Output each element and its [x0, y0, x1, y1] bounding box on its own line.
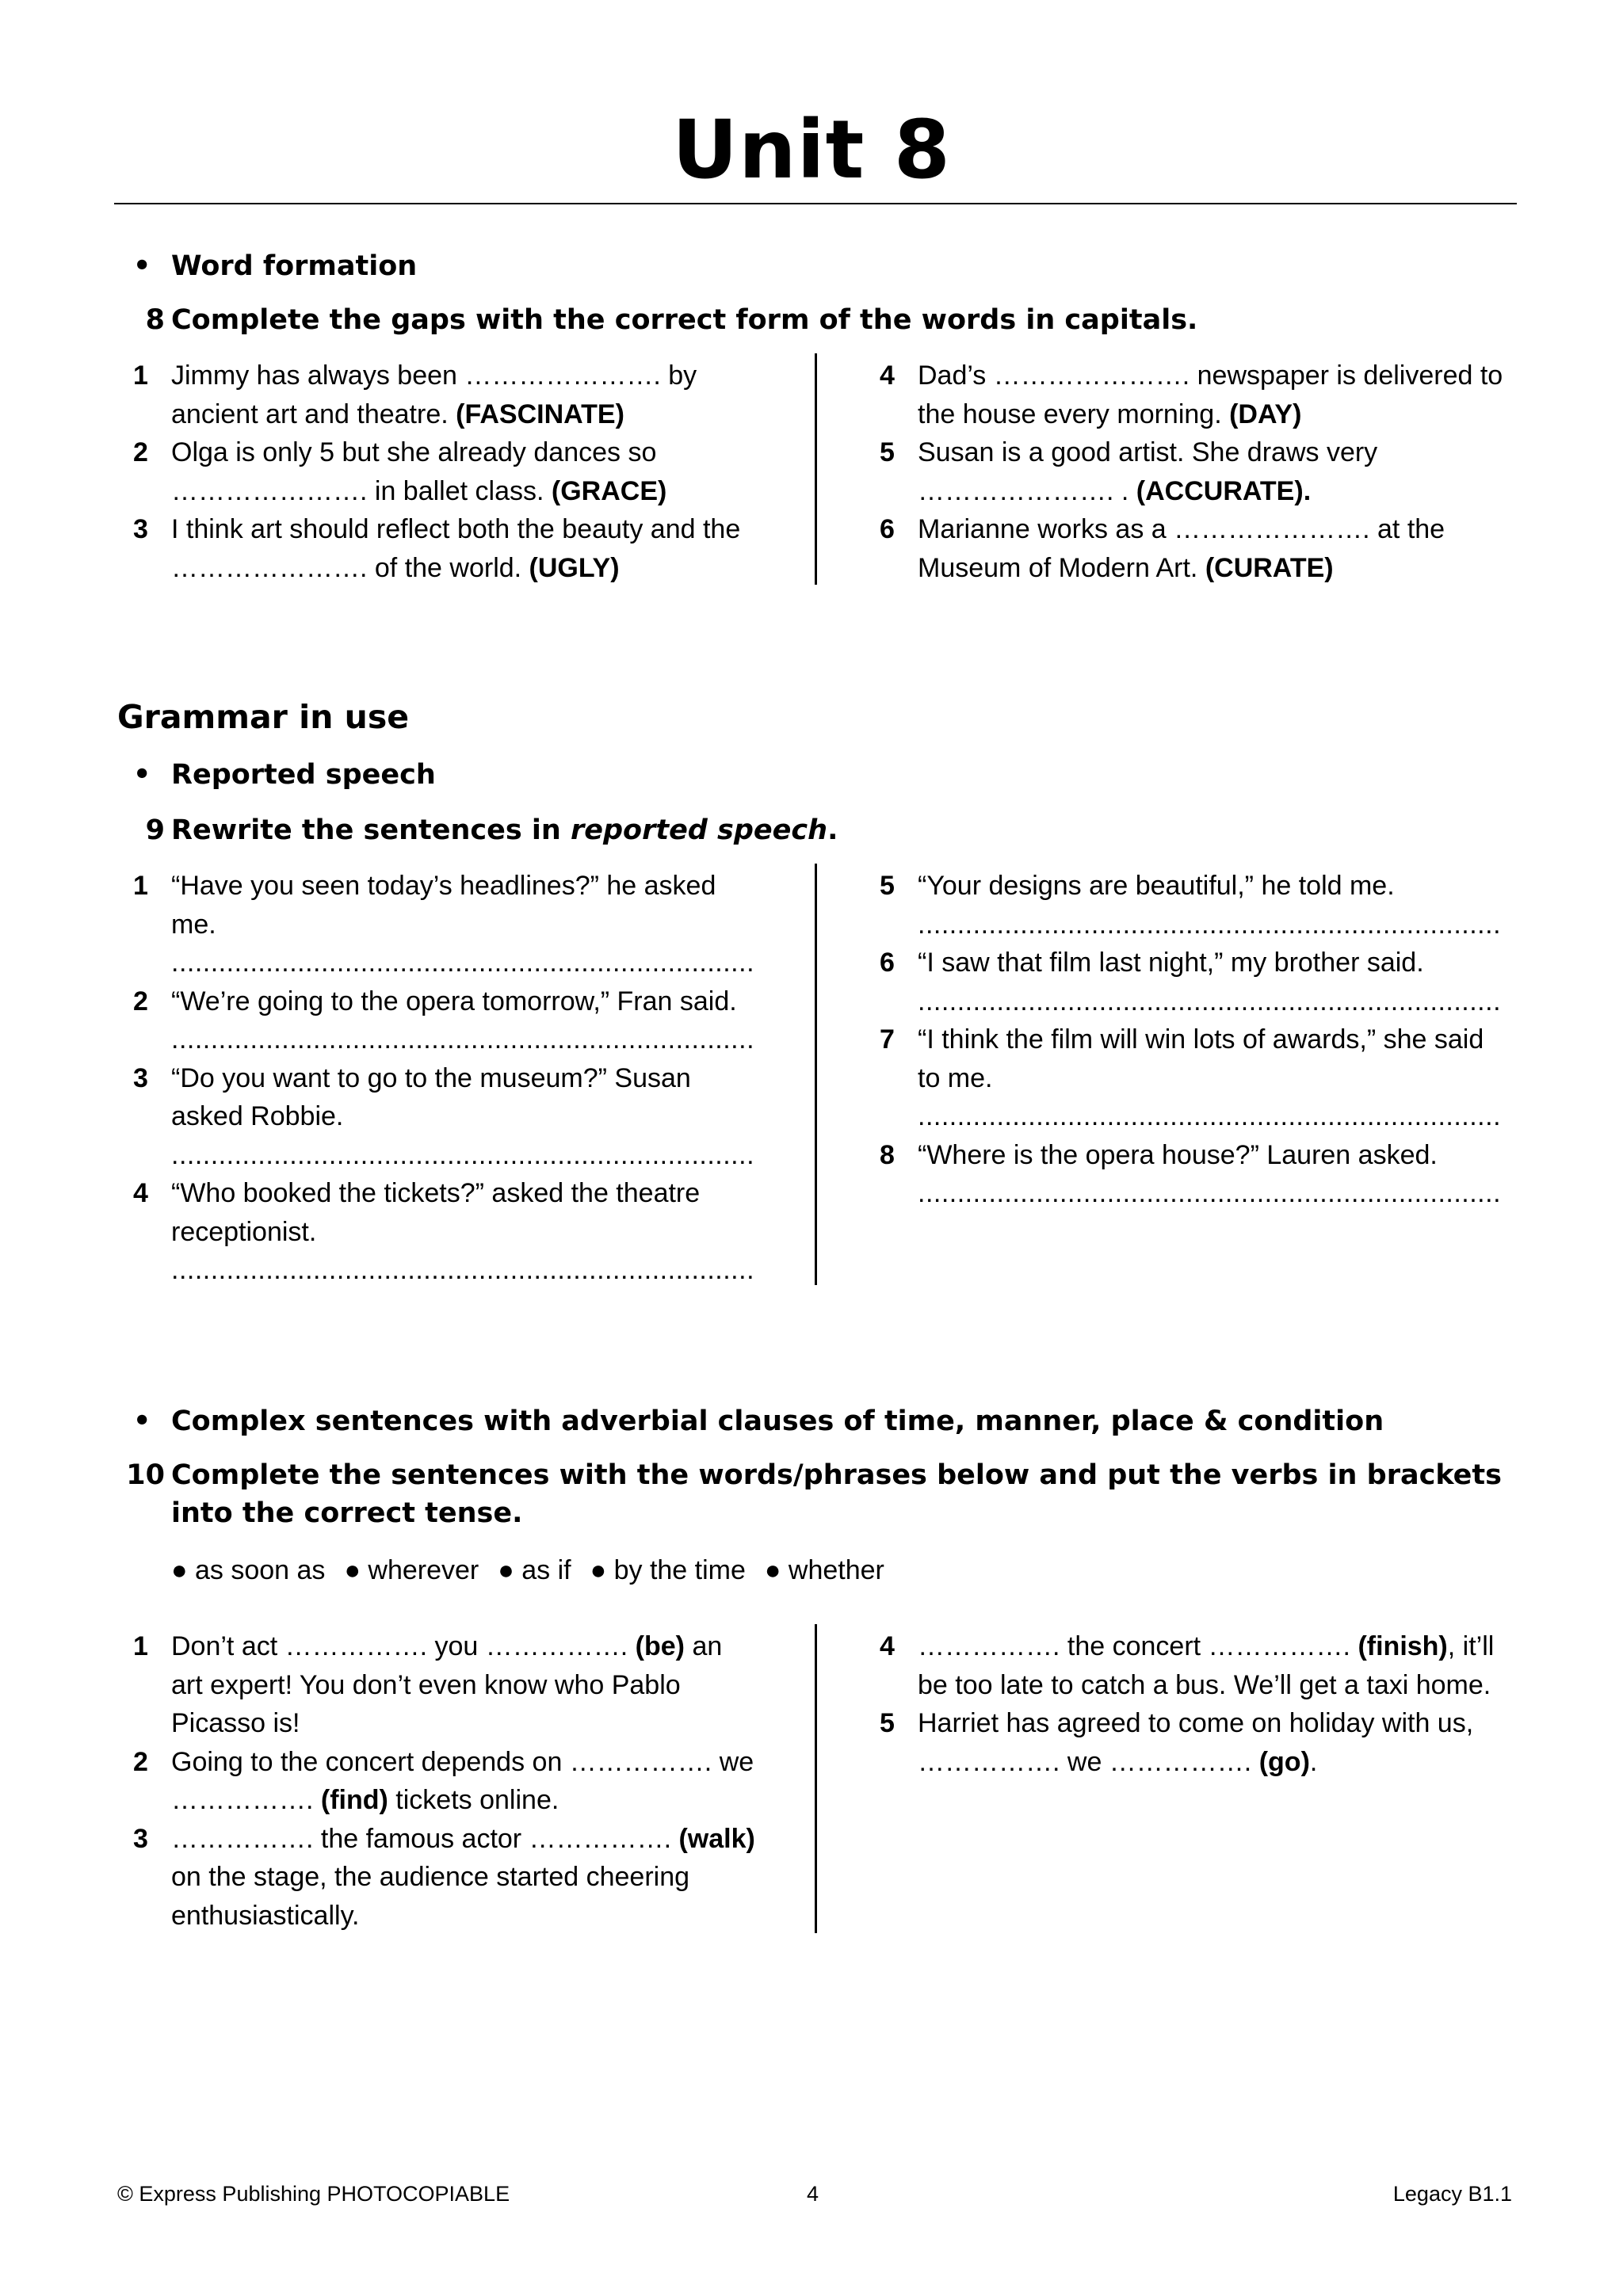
sec8-bullet-text: Word formation [171, 250, 418, 282]
item-text [171, 514, 748, 583]
column-divider [815, 864, 817, 1285]
item-number: 2 [133, 986, 148, 1016]
item-text [171, 871, 724, 940]
exercise-number: 10 [126, 1459, 165, 1491]
instruction-part: Rewrite the sentences in [171, 814, 571, 846]
word-option: as if [521, 1555, 571, 1585]
item-number: 5 [880, 437, 895, 467]
capital-word: (DAY) [1229, 399, 1302, 429]
word-option: wherever [368, 1555, 479, 1585]
verb-prompt: (find) [320, 1785, 388, 1815]
item-number: 1 [133, 360, 148, 391]
item-number: 4 [880, 360, 895, 391]
item-text [171, 1063, 698, 1132]
capital-word: (CURATE) [1205, 552, 1334, 583]
item-sentence: “I think the film will win lots of awards,” she said to me. [918, 1024, 1491, 1093]
item-number: 6 [880, 948, 895, 978]
sec8-left-column [133, 357, 759, 587]
footer-page-number: 4 [807, 2182, 819, 2206]
item-text [171, 437, 666, 506]
sec9-left-column [133, 867, 759, 1290]
footer-book-title: Legacy B1.1 [1392, 2182, 1512, 2206]
exercise-item [133, 1627, 759, 1743]
word-bullet: ● [171, 1555, 195, 1585]
exercise-item [133, 867, 759, 982]
sec10-bullet [133, 1404, 1384, 1439]
column-divider [815, 353, 817, 585]
item-number: 3 [133, 1823, 148, 1854]
exercise-number: 8 [145, 304, 165, 336]
page-title: Unit 8 [672, 103, 951, 197]
item-number: 1 [133, 1631, 148, 1661]
item-sentence: “I saw that film last night,” my brother said. [918, 948, 1424, 978]
exercise-item [133, 357, 759, 433]
capital-word: (UGLY) [529, 552, 620, 583]
exercise-item [880, 510, 1514, 587]
item-number: 8 [880, 1139, 895, 1170]
exercise-item [133, 982, 759, 1059]
item-text-part: , it’ll be too late to catch a bus. We’ll get a taxi home. [918, 1631, 1502, 1700]
sec8-bullet [133, 249, 417, 284]
instruction-text: Complete the gaps with the correct form of the words in capitals. [171, 304, 1198, 336]
exercise-item [133, 433, 759, 510]
exercise-number: 9 [145, 814, 165, 846]
exercise-item [133, 1059, 759, 1175]
item-text [918, 1140, 1438, 1170]
column-divider [815, 1624, 817, 1933]
item-text [918, 948, 1424, 978]
item-text-part: Marianne works as a …………………. at the Museum of Modern Art. [918, 514, 1453, 583]
item-text-part: on the stage, the audience started cheering enthusiastically. [171, 1823, 763, 1931]
sec8-instruction [117, 301, 1512, 339]
item-text [171, 1631, 730, 1738]
item-text-part: ……………. the famous actor ……………. [171, 1823, 679, 1854]
item-text-part: Going to the concert depends on ……………. we ……………. [171, 1746, 762, 1815]
item-sentence: “Where is the opera house?” Lauren asked. [918, 1139, 1438, 1170]
item-text [918, 1631, 1502, 1700]
item-text-part: Don’t act ……………. you ……………. [171, 1631, 636, 1661]
sec10-bullet-text: Complex sentences with adverbial clauses of time, manner, place & condition [171, 1405, 1384, 1437]
sec10-right-column [880, 1627, 1514, 1781]
exercise-item [133, 1743, 762, 1820]
exercise-item [133, 1174, 759, 1290]
instruction-emphasis: reported speech [570, 814, 828, 846]
instruction-text: Complete the sentences with the words/phrases below and put the verbs in brackets into the correct tense. [171, 1459, 1502, 1529]
answer-line: .......................................................................... [918, 909, 1502, 940]
item-text [918, 437, 1385, 506]
item-text [171, 1824, 762, 1931]
item-number: 6 [880, 514, 895, 544]
item-text-part: an art expert! You don’t even know who Pablo Picasso is! [171, 1631, 730, 1738]
footer-copyright: © Express Publishing PHOTOCOPIABLE [117, 2182, 510, 2206]
item-number: 5 [880, 1708, 895, 1738]
item-number: 7 [880, 1024, 895, 1055]
exercise-item [880, 1020, 1514, 1136]
item-text [171, 986, 737, 1016]
capital-word: (FASCINATE) [456, 399, 624, 429]
item-text-part: Olga is only 5 but she already dances so …………………. in ballet class. [171, 437, 664, 506]
item-text [918, 1024, 1491, 1093]
item-text-part: Harriet has agreed to come on holiday with us, ……………. we ……………. [918, 1708, 1481, 1777]
item-text [918, 514, 1453, 583]
item-text [918, 871, 1395, 901]
item-sentence: “Do you want to go to the museum?” Susan asked Robbie. [171, 1062, 699, 1131]
item-text-part: . [1303, 475, 1312, 506]
sec10-instruction [117, 1456, 1512, 1532]
answer-line: .......................................................................... [171, 948, 755, 978]
word-option: as soon as [194, 1555, 326, 1585]
item-number: 2 [133, 437, 148, 467]
item-sentence: “Your designs are beautiful,” he told me. [918, 871, 1395, 901]
item-text-part: Dad’s …………………. newspaper is delivered to the house every morning. [918, 360, 1510, 429]
answer-line: .......................................................................... [918, 986, 1502, 1016]
sec8-right-column [880, 357, 1514, 587]
capital-word: (ACCURATE) [1136, 475, 1304, 506]
answer-line: .......................................................................... [918, 1101, 1502, 1131]
item-text [918, 360, 1510, 429]
item-text [171, 1178, 708, 1247]
item-number: 5 [880, 871, 895, 901]
sec9-instruction [117, 811, 1512, 849]
exercise-item [880, 1627, 1514, 1704]
title-rule [114, 203, 1517, 204]
item-number: 4 [880, 1631, 895, 1661]
item-number: 4 [133, 1178, 148, 1208]
item-number: 1 [133, 871, 148, 901]
exercise-item [880, 867, 1514, 944]
bullet-dot: • [133, 250, 151, 282]
item-text-part: tickets online. [388, 1785, 559, 1815]
item-text [171, 360, 705, 429]
exercise-item [880, 1704, 1514, 1781]
answer-line: .......................................................................... [171, 1255, 755, 1285]
exercise-item [880, 433, 1514, 510]
answer-line: .......................................................................... [171, 1024, 755, 1055]
verb-prompt: (be) [635, 1631, 685, 1661]
answer-line: .......................................................................... [171, 1139, 755, 1170]
word-bullet: ● [344, 1555, 369, 1585]
word-bullet: ● [590, 1555, 614, 1585]
item-text-part: Jimmy has always been …………………. by ancient art and theatre. [171, 360, 705, 429]
word-bank [171, 1551, 903, 1589]
verb-prompt: (walk) [678, 1823, 755, 1854]
item-text [918, 1708, 1481, 1777]
capital-word: (GRACE) [551, 475, 667, 506]
exercise-item [880, 944, 1514, 1020]
sec9-bullet-text: Reported speech [171, 759, 436, 791]
bullet-dot: • [133, 759, 151, 791]
answer-line: .......................................................................... [918, 1178, 1502, 1208]
sec9-right-column [880, 867, 1514, 1213]
word-option: whether [788, 1555, 884, 1585]
item-number: 3 [133, 514, 148, 544]
item-text-part: . [1309, 1746, 1318, 1777]
exercise-item [133, 1820, 763, 1936]
item-text-part: I think art should reflect both the beauty and the …………………. of the world. [171, 514, 748, 583]
word-option: by the time [613, 1555, 746, 1585]
grammar-heading: Grammar in use [117, 698, 410, 736]
sec9-bullet [133, 757, 436, 792]
item-sentence: “We’re going to the opera tomorrow,” Fran said. [171, 986, 737, 1016]
item-sentence: “Who booked the tickets?” asked the theatre receptionist. [171, 1178, 708, 1247]
word-bullet: ● [498, 1555, 522, 1585]
instruction-part: . [827, 814, 838, 846]
instruction-text [171, 811, 1512, 849]
item-number: 3 [133, 1062, 148, 1093]
item-text-part: Susan is a good artist. She draws very …………………. . [918, 437, 1385, 506]
word-bullet: ● [764, 1555, 789, 1585]
verb-prompt: (go) [1258, 1746, 1310, 1777]
verb-prompt: (finish) [1358, 1631, 1448, 1661]
sec10-left-column [133, 1627, 763, 1935]
exercise-item [880, 1136, 1514, 1213]
item-sentence: “Have you seen today’s headlines?” he asked me. [171, 871, 724, 940]
exercise-item [880, 357, 1514, 433]
exercise-item [133, 510, 759, 587]
item-text-part: ……………. the concert ……………. [918, 1631, 1358, 1661]
bullet-dot: • [133, 1405, 151, 1437]
item-number: 2 [133, 1746, 148, 1777]
item-text [171, 1747, 762, 1816]
